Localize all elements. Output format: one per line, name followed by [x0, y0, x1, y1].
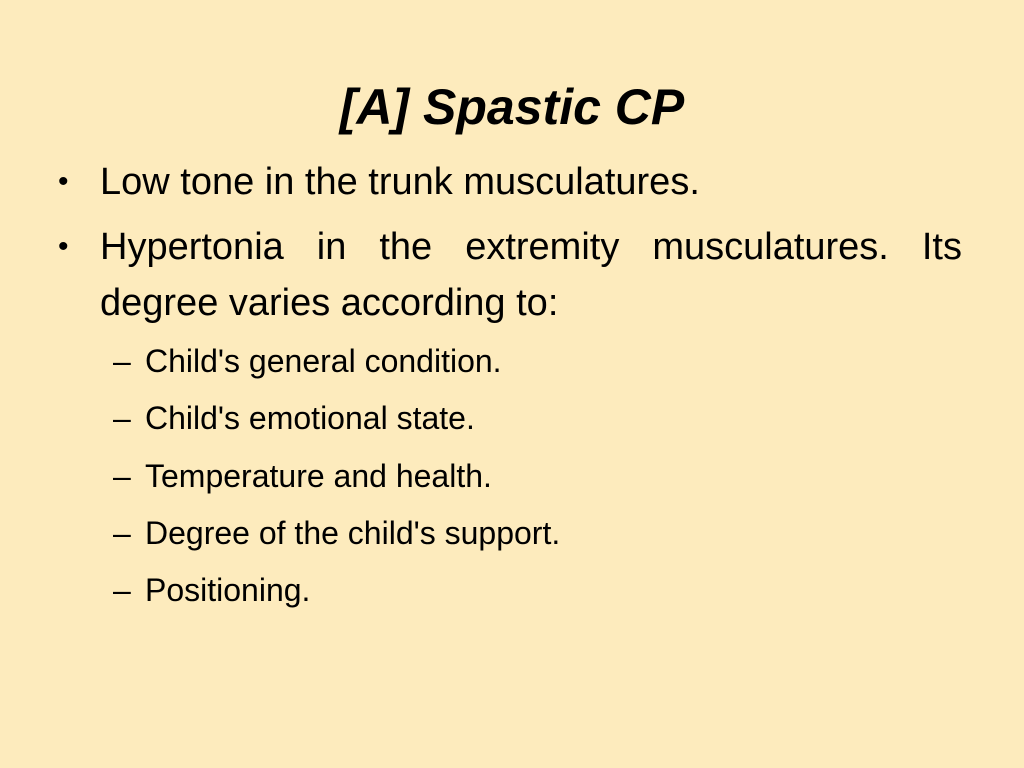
bullet-item — [58, 219, 962, 331]
sub-bullet-item — [113, 454, 913, 498]
bullet-text: Low tone in the trunk musculatures. — [100, 161, 700, 203]
dash-icon: – — [113, 400, 131, 436]
sub-bullet-text: Positioning. — [145, 572, 311, 608]
sub-bullet-text: Temperature and health. — [145, 458, 492, 494]
slide-title: [A] Spastic CP — [339, 79, 685, 135]
bullet-icon: • — [58, 230, 69, 263]
dash-icon: – — [113, 572, 131, 608]
sub-bullet-text: Child's emotional state. — [145, 400, 475, 436]
sub-bullet-item — [113, 339, 913, 383]
bullet-item — [58, 154, 962, 210]
dash-icon: – — [113, 458, 131, 494]
sub-bullet-item — [113, 396, 913, 440]
sub-bullet-item — [113, 511, 913, 555]
sub-bullet-text: Child's general condition. — [145, 343, 502, 379]
sub-bullet-text: Degree of the child's support. — [145, 515, 561, 551]
dash-icon: – — [113, 515, 131, 551]
bullet-icon: • — [58, 165, 69, 198]
sub-bullet-item — [113, 568, 913, 612]
dash-icon: – — [113, 343, 131, 379]
bullet-text: Hypertonia in the extremity musculatures. Its degree varies according to: — [100, 226, 962, 324]
